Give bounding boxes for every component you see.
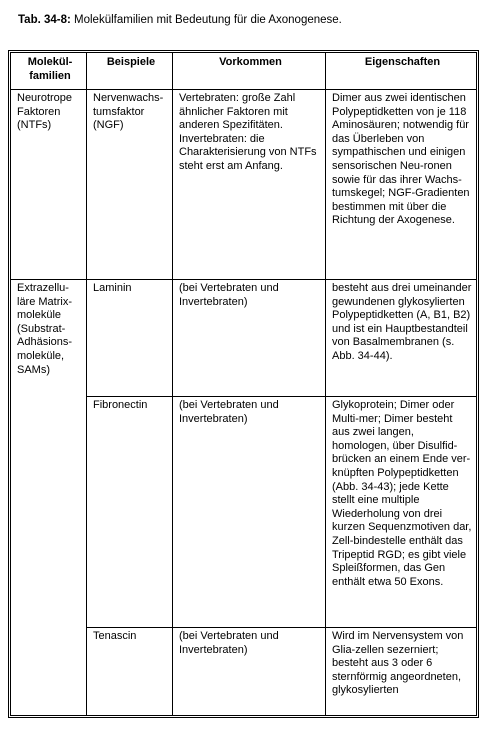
caption-label: Tab. 34-8: [18,14,71,26]
occurrence-cell: (bei Vertebraten und Invertebraten) [173,628,326,716]
family-cell: Extrazellu-läre Matrix-moleküle (Substrat-Adhäsions-moleküle, SAMs) [11,280,87,716]
example-cell: Tenascin [87,628,173,716]
header-examples: Beispiele [87,53,173,90]
properties-cell: besteht aus drei umeinander gewundenen glykosylierten Polypeptidketten (A, B1, B2) und ist ein Hauptbestandteil von Basalmembranen (s. Abb. 34-44). [326,280,477,397]
properties-cell: Dimer aus zwei identischen Polypeptidketten von je 118 Aminosäuren; notwendig für das Überleben von sympathischen und einigen sensorischen Neu-ronen sowie für das ihrer Wachs-tumskegel; NGF-Gradienten bestimmen mit über die Richtung der Axogenese. [326,90,477,280]
properties-cell: Glykoprotein; Dimer oder Multi-mer; Dimer besteht aus zwei langen, homologen, über Disulfid-brücken an einem Ende ver-knüpften Polypeptidketten (Abb. 34-43); jede Kette stellt eine multiple Wiederholung von drei kurzen Sequenzmotiven dar, Zell-bindestelle enthält das Tripeptid RGD; es gibt viele Spleißformen, das Gen enthält etwa 50 Exons. [326,397,477,628]
table-row [11,90,477,280]
header-properties: Eigenschaften [326,53,477,90]
example-cell: Nervenwachs-tumsfaktor (NGF) [87,90,173,280]
table-caption [18,13,342,27]
header-occurrence: Vorkommen [173,53,326,90]
properties-cell: Wird im Nervensystem von Glia-zellen sezerniert; besteht aus 3 oder 6 sternförmig angeordneten, glykosylierten [326,628,477,716]
table-row [11,280,477,397]
family-cell: Neurotrope Faktoren (NTFs) [11,90,87,280]
occurrence-cell: (bei Vertebraten und Invertebraten) [173,397,326,628]
caption-text: Molekülfamilien mit Bedeutung für die Axonogenese. [70,14,342,26]
occurrence-cell: Vertebraten: große Zahl ähnlicher Faktoren mit anderen Spezifitäten. Invertebraten: die Charakterisierung von NTFs steht erst am Anfang. [173,90,326,280]
table-header-row [11,53,477,90]
molecule-families-table [10,52,477,716]
example-cell: Fibronectin [87,397,173,628]
header-families: Molekül-familien [11,53,87,90]
occurrence-cell: (bei Vertebraten und Invertebraten) [173,280,326,397]
example-cell: Laminin [87,280,173,397]
